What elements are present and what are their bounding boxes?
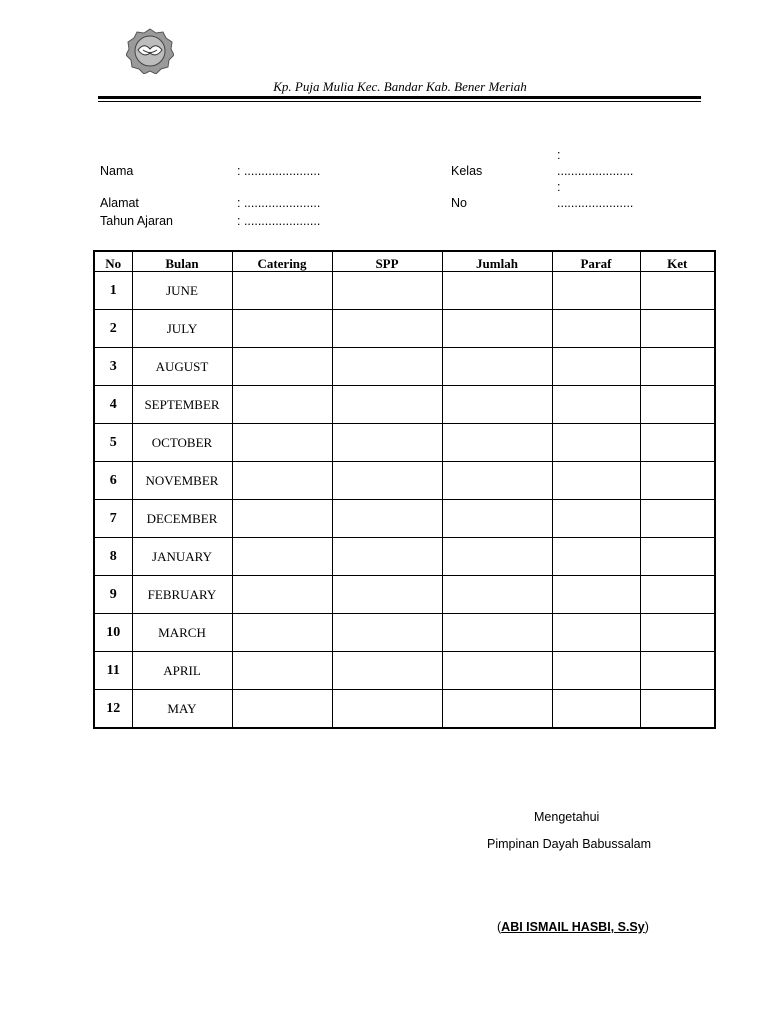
row-month: APRIL (132, 652, 232, 690)
paraf-cell (552, 272, 640, 310)
spp-cell (332, 652, 442, 690)
header-catering: Catering (232, 251, 332, 272)
row-month: AUGUST (132, 348, 232, 386)
no-value: ...................... (557, 196, 634, 210)
ket-cell (640, 386, 715, 424)
table-row (94, 272, 715, 310)
row-month: MARCH (132, 614, 232, 652)
catering-cell (232, 424, 332, 462)
row-month: OCTOBER (132, 424, 232, 462)
table-row (94, 310, 715, 348)
paraf-cell (552, 652, 640, 690)
paraf-cell (552, 500, 640, 538)
row-number: 11 (94, 652, 132, 690)
ket-cell (640, 462, 715, 500)
ket-cell (640, 538, 715, 576)
jumlah-cell (442, 538, 552, 576)
catering-cell (232, 348, 332, 386)
row-month: DECEMBER (132, 500, 232, 538)
ket-cell (640, 424, 715, 462)
catering-cell (232, 614, 332, 652)
row-number: 9 (94, 576, 132, 614)
catering-cell (232, 462, 332, 500)
header-no: No (94, 251, 132, 272)
school-emblem-icon (126, 28, 174, 74)
ket-cell (640, 576, 715, 614)
address-line: Kp. Puja Mulia Kec. Bandar Kab. Bener Meriah (273, 79, 527, 94)
catering-cell (232, 500, 332, 538)
table-row (94, 576, 715, 614)
header-rule-thick (98, 96, 701, 99)
ket-cell (640, 652, 715, 690)
jumlah-cell (442, 690, 552, 729)
table-row (94, 348, 715, 386)
spp-cell (332, 690, 442, 729)
alamat-value: : ...................... (237, 196, 321, 210)
catering-cell (232, 652, 332, 690)
paraf-cell (552, 424, 640, 462)
header-spp: SPP (332, 251, 442, 272)
header-rule-thin (98, 101, 701, 102)
paraf-cell (552, 690, 640, 729)
row-number: 2 (94, 310, 132, 348)
paraf-cell (552, 614, 640, 652)
row-number: 3 (94, 348, 132, 386)
ket-cell (640, 310, 715, 348)
signatory-name: ABI ISMAIL HASBI, S.Sy (501, 920, 645, 934)
paraf-cell (552, 348, 640, 386)
jumlah-cell (442, 652, 552, 690)
table-row (94, 500, 715, 538)
row-month: JANUARY (132, 538, 232, 576)
jumlah-cell (442, 614, 552, 652)
row-month: SEPTEMBER (132, 386, 232, 424)
header-paraf: Paraf (552, 251, 640, 272)
nama-label: Nama (100, 164, 134, 178)
catering-cell (232, 310, 332, 348)
row-number: 4 (94, 386, 132, 424)
spp-cell (332, 538, 442, 576)
table-row (94, 386, 715, 424)
paraf-cell (552, 576, 640, 614)
spp-cell (332, 424, 442, 462)
spp-cell (332, 348, 442, 386)
catering-cell (232, 386, 332, 424)
jumlah-cell (442, 272, 552, 310)
jumlah-cell (442, 462, 552, 500)
jumlah-cell (442, 310, 552, 348)
ket-cell (640, 272, 715, 310)
row-month: JUNE (132, 272, 232, 310)
header-jumlah: Jumlah (442, 251, 552, 272)
no-colon: : (557, 180, 561, 194)
jumlah-cell (442, 576, 552, 614)
catering-cell (232, 272, 332, 310)
payment-table (93, 250, 716, 729)
no-label: No (451, 196, 467, 210)
paraf-cell (552, 538, 640, 576)
row-number: 8 (94, 538, 132, 576)
table-row (94, 424, 715, 462)
row-number: 6 (94, 462, 132, 500)
tahun-ajaran-label: Tahun Ajaran (100, 214, 173, 228)
row-number: 5 (94, 424, 132, 462)
ket-cell (640, 500, 715, 538)
row-month: NOVEMBER (132, 462, 232, 500)
header-ket: Ket (640, 251, 715, 272)
jumlah-cell (442, 500, 552, 538)
tahun-ajaran-value: : ...................... (237, 214, 321, 228)
paraf-cell (552, 462, 640, 500)
position-text: Pimpinan Dayah Babussalam (487, 837, 651, 851)
table-row (94, 614, 715, 652)
alamat-label: Alamat (100, 196, 139, 210)
signatory (497, 920, 649, 934)
row-number: 1 (94, 272, 132, 310)
paraf-cell (552, 310, 640, 348)
spp-cell (332, 576, 442, 614)
spp-cell (332, 386, 442, 424)
table-row (94, 462, 715, 500)
kelas-label: Kelas (451, 164, 483, 178)
table-row (94, 538, 715, 576)
jumlah-cell (442, 386, 552, 424)
ket-cell (640, 614, 715, 652)
table-row (94, 652, 715, 690)
row-number: 10 (94, 614, 132, 652)
row-month: MAY (132, 690, 232, 729)
close-paren: ) (644, 920, 649, 934)
jumlah-cell (442, 424, 552, 462)
table-header-row (94, 251, 715, 272)
spp-cell (332, 310, 442, 348)
catering-cell (232, 690, 332, 729)
spp-cell (332, 614, 442, 652)
ket-cell (640, 348, 715, 386)
spp-cell (332, 500, 442, 538)
row-number: 7 (94, 500, 132, 538)
kelas-colon: : (557, 148, 561, 162)
nama-value: : ...................... (237, 164, 321, 178)
open-paren: ( (497, 920, 502, 934)
kelas-value: ...................... (557, 164, 634, 178)
spp-cell (332, 462, 442, 500)
mengetahui-text: Mengetahui (534, 810, 600, 824)
ket-cell (640, 690, 715, 729)
spp-cell (332, 272, 442, 310)
table-row (94, 690, 715, 729)
jumlah-cell (442, 348, 552, 386)
row-month: FEBRUARY (132, 576, 232, 614)
header-bulan: Bulan (132, 251, 232, 272)
row-number: 12 (94, 690, 132, 729)
row-month: JULY (132, 310, 232, 348)
paraf-cell (552, 386, 640, 424)
catering-cell (232, 576, 332, 614)
catering-cell (232, 538, 332, 576)
